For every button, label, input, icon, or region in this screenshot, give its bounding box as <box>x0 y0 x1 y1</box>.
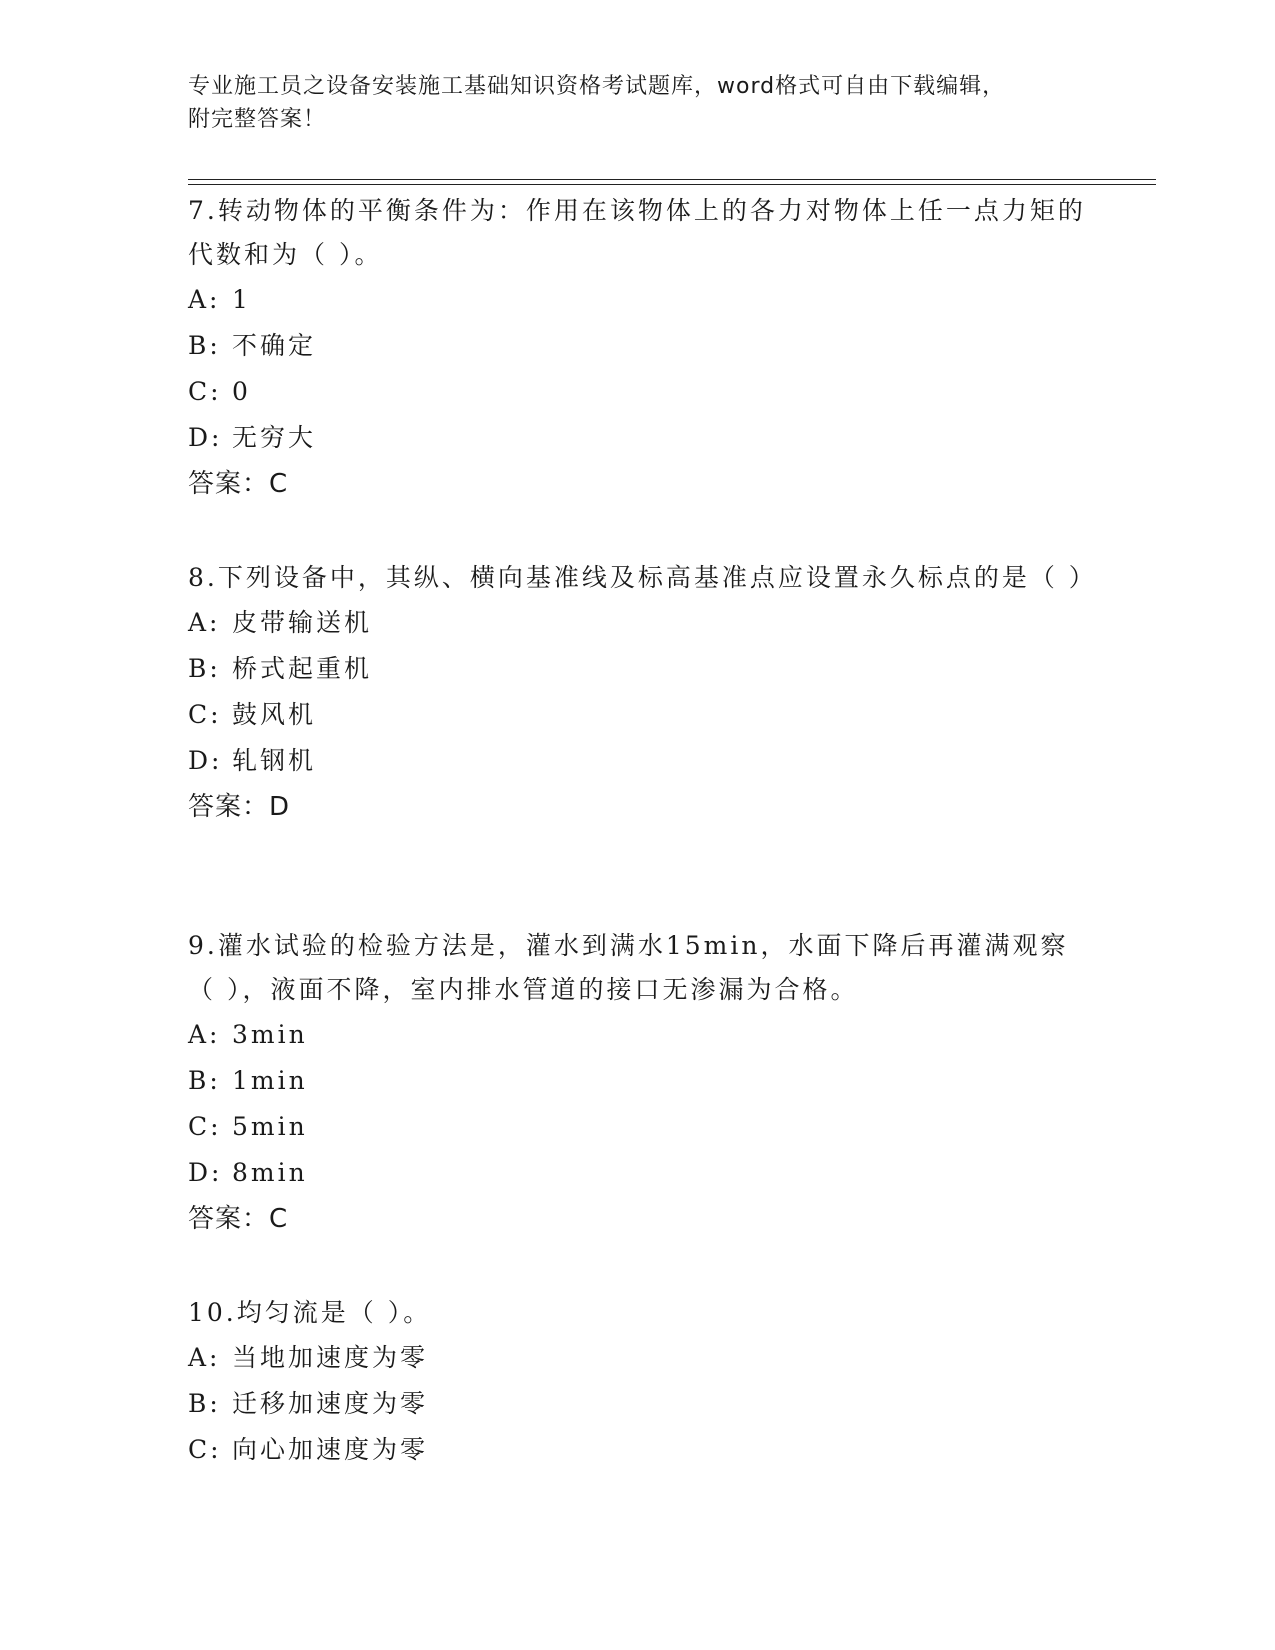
option-a <box>188 600 1088 646</box>
option-key: A: <box>188 285 221 314</box>
option-text: 5min <box>232 1112 308 1141</box>
option-text: 3min <box>232 1020 308 1049</box>
option-b <box>188 1381 1088 1427</box>
option-c <box>188 692 1088 738</box>
option-a <box>188 1335 1088 1381</box>
question-stem: 8.下列设备中，其纵、横向基准线及标高基准点应设置永久标点的是（ ） <box>188 563 1097 592</box>
option-c <box>188 369 1088 415</box>
option-text: 0 <box>232 377 251 406</box>
option-text: 迁移加速度为零 <box>232 1389 429 1418</box>
header-line-2: 附完整答案！ <box>188 107 327 132</box>
option-a <box>188 277 1088 323</box>
option-key: A: <box>188 608 221 637</box>
option-text: 8min <box>232 1158 308 1187</box>
option-key: D: <box>188 746 223 775</box>
question-7 <box>188 189 1088 507</box>
option-text: 1 <box>232 285 251 314</box>
option-b <box>188 646 1088 692</box>
answer-line: 答案：C <box>188 1204 289 1234</box>
question-stem: 10.均匀流是（ ）。 <box>188 1298 432 1327</box>
question-9 <box>188 924 1088 1242</box>
option-key: B: <box>188 1066 221 1095</box>
option-key: B: <box>188 654 221 683</box>
option-key: A: <box>188 1343 221 1372</box>
question-stem: 9.灌水试验的检验方法是，灌水到满水15min，水面下降后再灌满观察（ ），液面不降，室内排水管道的接口无渗漏为合格。 <box>188 931 1069 1004</box>
option-b <box>188 323 1088 369</box>
option-key: C: <box>188 377 222 406</box>
option-key: B: <box>188 331 221 360</box>
option-b <box>188 1058 1088 1104</box>
option-key: A: <box>188 1020 221 1049</box>
option-text: 当地加速度为零 <box>232 1343 429 1372</box>
answer-line: 答案：C <box>188 469 289 499</box>
option-text: 向心加速度为零 <box>232 1435 429 1464</box>
option-c <box>188 1104 1088 1150</box>
question-8 <box>188 556 1097 830</box>
option-a <box>188 1012 1088 1058</box>
option-d <box>188 1150 1088 1196</box>
option-c <box>188 1427 1088 1473</box>
option-d <box>188 415 1088 461</box>
option-key: B: <box>188 1389 221 1418</box>
option-d <box>188 738 1088 784</box>
option-key: D: <box>188 1158 223 1187</box>
document-header <box>188 70 1088 136</box>
option-text: 1min <box>232 1066 308 1095</box>
option-text: 不确定 <box>232 331 317 360</box>
option-text: 无穷大 <box>232 423 317 452</box>
option-text: 皮带输送机 <box>232 608 373 637</box>
header-divider-bottom <box>188 184 1156 185</box>
header-line-1: 专业施工员之设备安装施工基础知识资格考试题库，word格式可自由下载编辑， <box>188 74 1006 99</box>
answer-line: 答案：D <box>188 792 291 822</box>
option-key: C: <box>188 1435 222 1464</box>
option-text: 鼓风机 <box>232 700 317 729</box>
question-stem: 7.转动物体的平衡条件为：作用在该物体上的各力对物体上任一点力矩的代数和为（ ）。 <box>188 196 1086 269</box>
option-key: C: <box>188 1112 222 1141</box>
option-text: 轧钢机 <box>232 746 317 775</box>
option-key: D: <box>188 423 223 452</box>
question-10 <box>188 1291 1088 1473</box>
header-divider-top <box>188 179 1156 180</box>
option-key: C: <box>188 700 222 729</box>
option-text: 桥式起重机 <box>232 654 373 683</box>
